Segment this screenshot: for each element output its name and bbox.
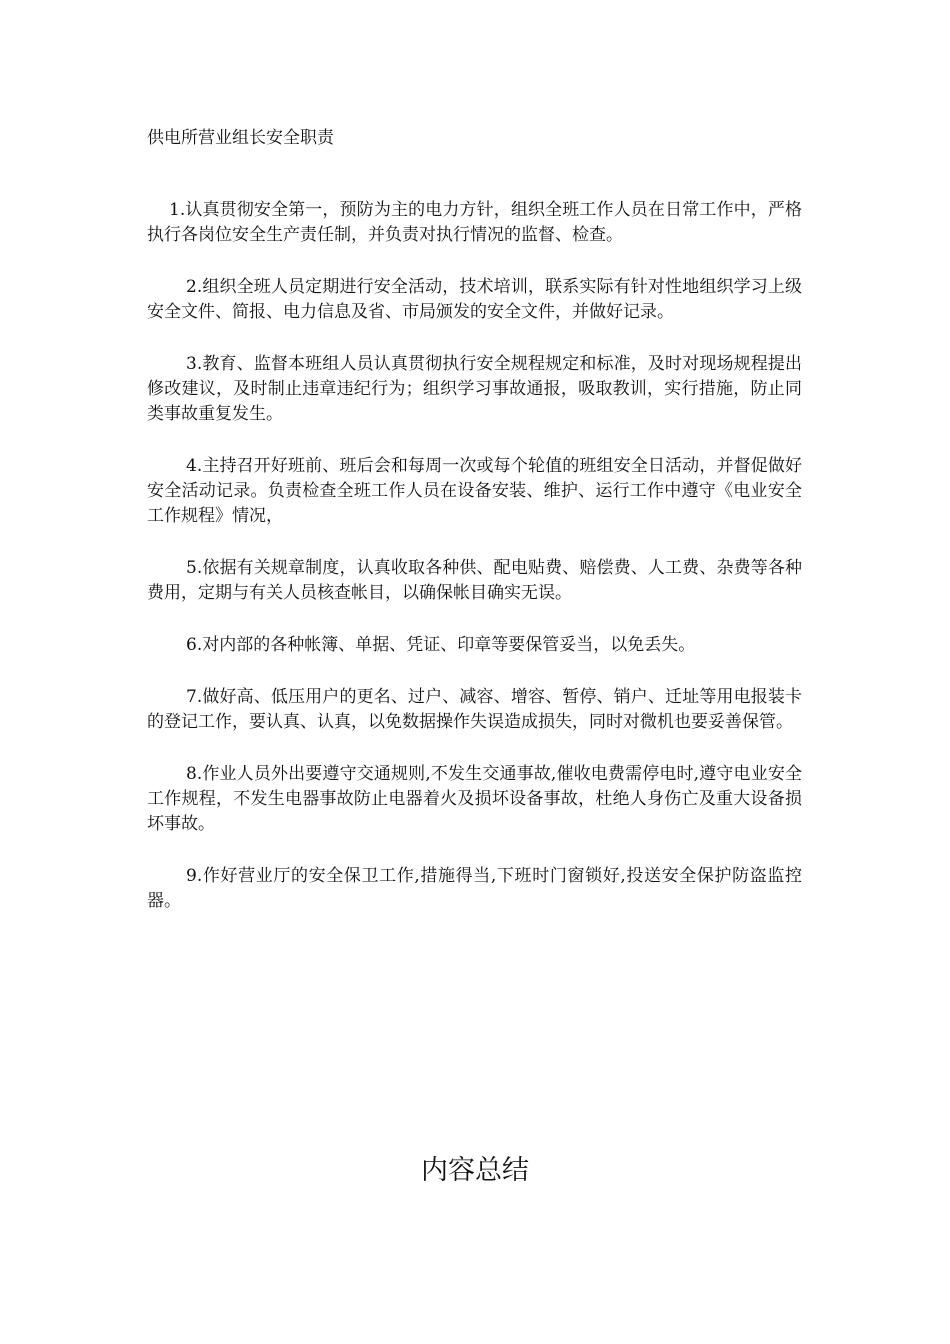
paragraph-1: 1.认真贯彻安全第一，预防为主的电力方针，组织全班工作人员在日常工作中，严格执行各岗位安全生产责任制，并负责对执行情况的监督、检查。 — [147, 200, 802, 245]
paragraph-8: 8.作业人员外出要遵守交通规则,不发生交通事故,催收电费需停电时,遵守电业安全工作规程，不发生电器事故防止电器着火及损坏设备事故，杜绝人身伤亡及重大设备损坏事故。 — [147, 764, 802, 834]
paragraph-7: 7.做好高、低压用户的更名、过户、减容、增容、暂停、销户、迁址等用电报装卡的登记工作，要认真、认真，以免数据操作失误造成损失，同时对微机也要妥善保管。 — [147, 687, 802, 732]
paragraph-6: 6.对内部的各种帐簿、单据、凭证、印章等要保管妥当，以免丢失。 — [186, 635, 696, 655]
document-body — [147, 198, 802, 941]
document-title: 供电所营业组长安全职责 — [147, 128, 334, 148]
summary-heading: 内容总结 — [421, 1155, 529, 1186]
paragraph-2: 2.组织全班人员定期进行安全活动，技术培训，联系实际有针对性地组织学习上级安全文件、简报、电力信息及省、市局颁发的安全文件，并做好记录。 — [147, 277, 802, 322]
paragraph-3: 3.教育、监督本班组人员认真贯彻执行安全规程规定和标准，及时对现场规程提出修改建议，及时制止违章违纪行为；组织学习事故通报，吸取教训，实行措施，防止同类事故重复发生。 — [147, 354, 802, 424]
paragraph-5: 5.依据有关规章制度，认真收取各种供、配电贴费、赔偿费、人工费、杂费等各种费用，定期与有关人员核查帐目，以确保帐目确实无误。 — [147, 558, 802, 603]
paragraph-4: 4.主持召开好班前、班后会和每周一次或每个轮值的班组安全日活动，并督促做好安全活动记录。负责检查全班工作人员在设备安装、维护、运行工作中遵守《电业安全工作规程》情况， — [147, 456, 802, 526]
paragraph-9: 9.作好营业厅的安全保卫工作,措施得当,下班时门窗锁好,投送安全保护防盗监控器。 — [147, 866, 802, 911]
